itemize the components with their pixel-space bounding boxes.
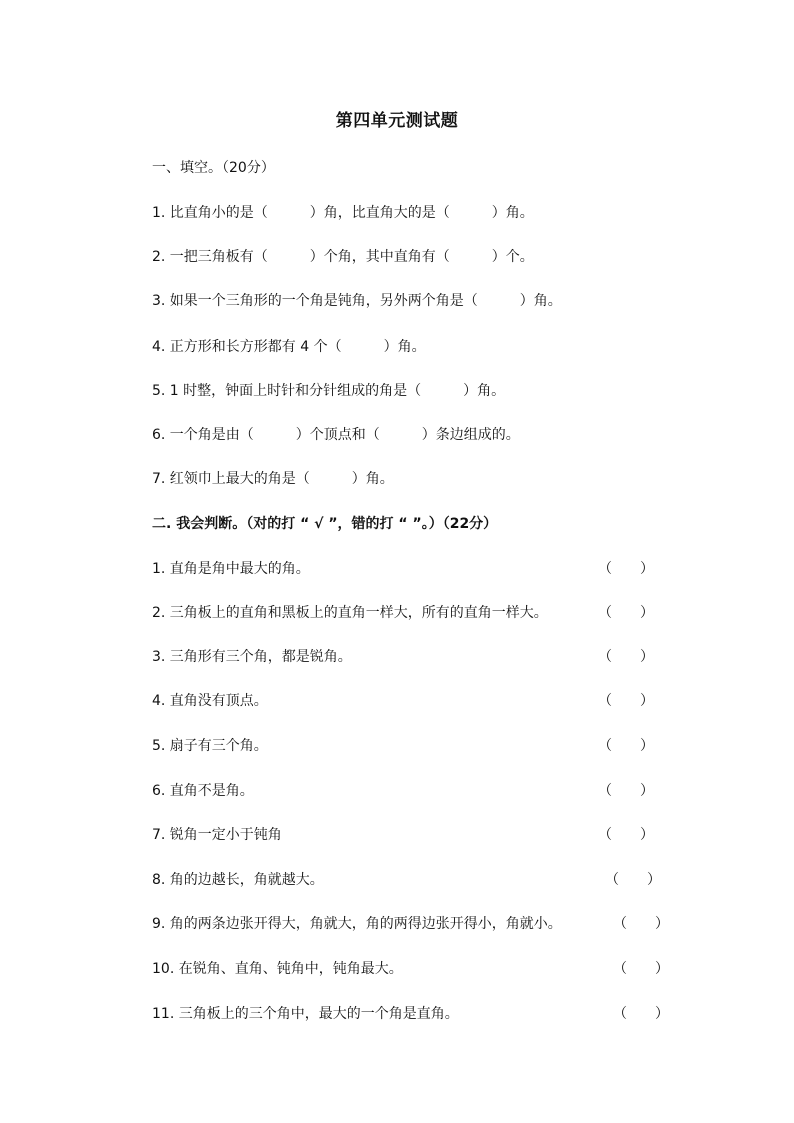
judge-item-6: 6. 直角不是角。 (152, 783, 254, 799)
fill-item-4: 4. 正方形和长方形都有 4 个（ ）角。 (152, 339, 426, 355)
fill-item-2: 2. 一把三角板有（ ）个角，其中直角有（ ）个。 (152, 249, 534, 265)
judge-item-3: 3. 三角形有三个角，都是锐角。 (152, 649, 352, 665)
judge-answer-10: （ ） (613, 961, 669, 977)
judge-item-9: 9. 角的两条边张开得大，角就大，角的两得边张开得小，角就小。 (152, 916, 562, 932)
page-title: 第四单元测试题 (335, 111, 459, 131)
fill-item-3: 3. 如果一个三角形的一个角是钝角，另外两个角是（ ）角。 (152, 293, 562, 309)
judge-answer-2: （ ） (598, 605, 654, 621)
judge-answer-3: （ ） (598, 649, 654, 665)
judge-item-7: 7. 锐角一定小于钝角 (152, 827, 282, 843)
judge-item-1: 1. 直角是角中最大的角。 (152, 561, 310, 577)
judge-answer-5: （ ） (598, 738, 654, 754)
judge-answer-6: （ ） (598, 783, 654, 799)
section1-heading: 一、填空。（20分） (152, 160, 275, 176)
judge-item-8: 8. 角的边越长，角就越大。 (152, 872, 324, 888)
judge-item-2: 2. 三角板上的直角和黑板上的直角一样大，所有的直角一样大。 (152, 605, 548, 621)
judge-answer-4: （ ） (598, 693, 654, 709)
judge-answer-8: （ ） (605, 872, 661, 888)
judge-item-5: 5. 扇子有三个角。 (152, 738, 268, 754)
judge-item-4: 4. 直角没有顶点。 (152, 693, 268, 709)
section2-heading: 二. 我会判断。（对的打 “ √ ”，错的打 “ ”。）（22分） (152, 516, 498, 532)
judge-item-11: 11. 三角板上的三个角中，最大的一个角是直角。 (152, 1006, 459, 1022)
judge-answer-9: （ ） (613, 916, 669, 932)
judge-answer-7: （ ） (598, 827, 654, 843)
fill-item-1: 1. 比直角小的是（ ）角，比直角大的是（ ）角。 (152, 205, 534, 221)
fill-item-7: 7. 红领巾上最大的角是（ ）角。 (152, 471, 394, 487)
fill-item-5: 5. 1 时整，钟面上时针和分针组成的角是（ ）角。 (152, 383, 506, 399)
judge-answer-1: （ ） (598, 561, 654, 577)
judge-answer-11: （ ） (613, 1006, 669, 1022)
judge-item-10: 10. 在锐角、直角、钝角中，钝角最大。 (152, 961, 403, 977)
fill-item-6: 6. 一个角是由（ ）个顶点和（ ）条边组成的。 (152, 427, 520, 443)
